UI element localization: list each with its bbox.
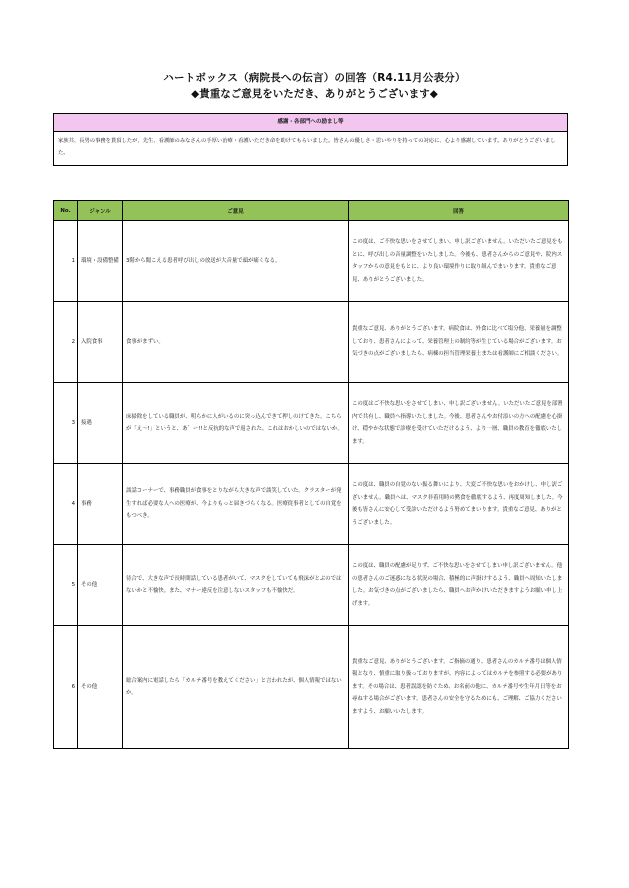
row-answer: 貴重なご意見、ありがとうございます。病院食は、外食に比べて塩分他、栄養量を調整しており、患者さんによって、栄養管理上の制約等が生じている場合がございます。お気づきの点がございましたら、病棟の担当管理栄養士または看護師にご相談ください。 [349,302,569,383]
header-answer: 回答 [349,201,569,221]
row-genre: 事務 [78,464,123,545]
header-opinion: ご意見 [123,201,349,221]
row-opinion: 談話コーナーで、事務職員が食事をとりながら大きな声で談笑していた。クラスターが発生すれば必要な人への医療が、今よりもっと届きづらくなる。医療従事者としての自覚をもつべき。 [123,464,349,545]
row-genre: 接遇 [78,383,123,464]
row-genre: その他 [78,626,123,749]
row-answer: この度は、職員の自覚のない振る舞いにより、大変ご不快な思いをおかけし、申し訳ございません。職員へは、マスク非着用時の黙食を徹底するよう、再度周知しました。今後も皆さんに安心して受診いただけるよう努めてまいります。貴重なご意見、ありがとうございました。 [349,464,569,545]
row-opinion: 総合案内に電話したら「カルテ番号を教えてください」と言われたが、個人情報ではないか。 [123,626,349,749]
table-row [54,545,569,626]
row-opinion: 待合で、大きな声で長時間話している患者がいて、マスクをしていても飛沫がとぶのではないかと不愉快。また、マナー違反を注意しないスタッフも不愉快だ。 [123,545,349,626]
header-no: No. [54,201,78,221]
row-opinion: 3階から聞こえる患者呼び出しの放送が大音量で頭が痛くなる。 [123,221,349,302]
table-header-row [54,201,569,221]
opinion-table [53,200,569,749]
row-genre: 入院食事 [78,302,123,383]
thanks-text: 家族共、長男の事務を貰頂したが、先生、看護師のみなさんの手厚い治療・看護いただき命を助けてもらいました。皆さんの優しさ・思いやりを持っての対応に、心より感謝しています。ありがとうございました。 [58,138,556,156]
row-opinion: 床掃除をしている職員が、明らかに人がいるのに突っ込んできて押しのけてきた。こちらが「え～!」というと、あ゛ー!!と反抗的な声で返された。これはおかしいのではないか。 [123,383,349,464]
header-genre: ジャンル [78,201,123,221]
row-no: 4 [54,464,78,545]
row-no: 3 [54,383,78,464]
row-answer: この度はご不快な思いをさせてしまい、申し訳ございません。いただいたご意見を部署内で共有し、職員へ指導いたしました。今後、患者さんやお付添いの方への配慮を心掛け、穏やかな状態で診療を受けていただけるよう、より一層、職員の教育を徹底いたします。 [349,383,569,464]
table-row [54,221,569,302]
table-row [54,626,569,749]
table-row [54,383,569,464]
row-no: 2 [54,302,78,383]
row-no: 5 [54,545,78,626]
thanks-heading: 感謝・各部門への励まし等 [54,114,567,132]
page-title: ハートボックス（病院長への伝言）の回答（R4.11月公表分） [163,72,466,84]
row-genre: その他 [78,545,123,626]
row-no: 6 [54,626,78,749]
table-row [54,464,569,545]
row-answer: 貴重なご意見、ありがとうございます。ご指摘の通り、患者さんのカルテ番号は個人情報となり、慎重に取り扱っておりますが、内容によってはカルテを参照する必要があります。その場合は、患者誤認を防ぐため、お名前の他に、カルテ番号や生年月日等をお尋ねする場合がございます。患者さんの安全を守るためにも、ご理解、ご協力くださいますよう、お願いいたします。 [349,626,569,749]
thanks-section [53,113,568,166]
row-answer: この度は、職員の配慮が足りず、ご不快な思いをさせてしまい申し訳ございません。他の患者さんのご迷惑になる状況の場合、積極的に声掛けするよう、職員へ周知いたしました。お気づきの点がございましたら、職員へお声かけいただきますようお願い申し上げます。 [349,545,569,626]
page-subtitle: ◆貴重なご意見をいただき、ありがとうございます◆ [191,88,438,100]
row-genre: 環境・設備整備 [78,221,123,302]
row-opinion: 食事がまずい。 [123,302,349,383]
row-no: 1 [54,221,78,302]
row-answer: この度は、ご不快な思いをさせてしまい、申し訳ございません。いただいたご意見をもとに、呼び出しの音量調整をいたしました。今後も、患者さんからのご意見や、院内スタッフからの意見をもとに、より良い環境作りに取り組んでまいります。貴重なご意見、ありがとうございました。 [349,221,569,302]
table-row [54,302,569,383]
